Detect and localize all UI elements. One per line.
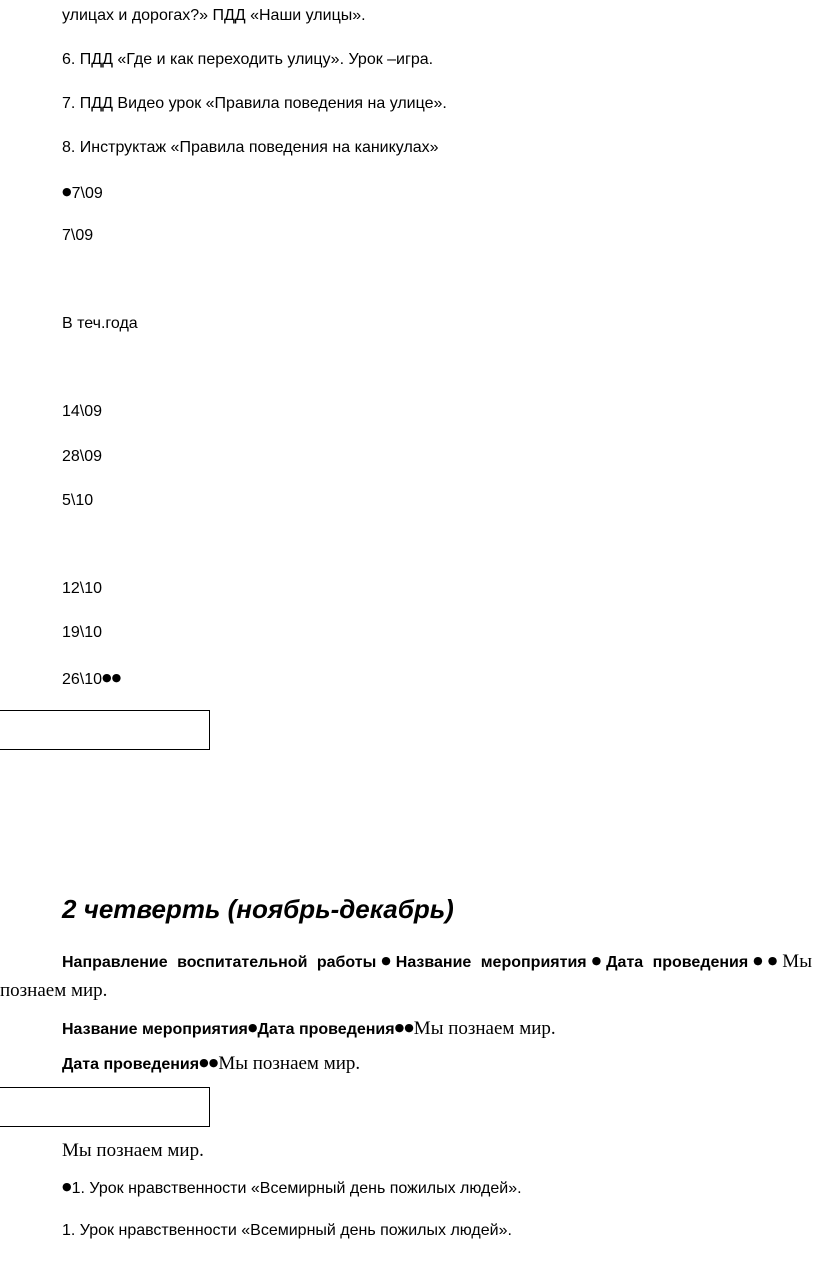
bullet-icon: ●● (199, 1056, 219, 1069)
text-line: познаем мир. (0, 980, 108, 1001)
date-line: 19\10 (62, 624, 103, 641)
header-word: Название мероприятия (62, 1021, 248, 1038)
header-word: Дата (606, 954, 644, 971)
section-text: Мы познаем мир. (218, 1053, 361, 1074)
header-word-with-bullet (317, 954, 472, 971)
bullet-icon: ● (247, 1021, 258, 1034)
header-word: мероприятия (480, 954, 587, 971)
text-line: 6. ПДД «Где и как переходить улицу». Урок –игра. (62, 51, 434, 68)
table-header-row (62, 1051, 360, 1077)
header-word: проведения (652, 954, 749, 971)
date-line (62, 182, 103, 204)
bullet-icon: ● (62, 185, 72, 198)
header-word-with-bullet (481, 954, 643, 971)
date-line: 12\10 (62, 580, 103, 597)
date-line: 5\10 (62, 492, 94, 509)
date-line: 7\09 (62, 227, 94, 244)
header-word: Дата проведения (62, 1056, 200, 1073)
empty-table-cell (0, 1087, 210, 1127)
bullet-icon: ● (586, 954, 607, 967)
date-line: 28\09 (62, 448, 103, 465)
date-line (62, 668, 121, 690)
section-text: Мы познаем мир. (413, 1018, 556, 1039)
bullet-icon: ● (376, 954, 396, 967)
bullet-icon: ●● (394, 1021, 414, 1034)
date-line: 14\09 (62, 403, 103, 420)
header-word: воспитательной (177, 954, 308, 971)
section-text: Мы познаем мир. (62, 1140, 204, 1161)
bullet-icon: ●● (102, 671, 122, 684)
header-word-with-bullet (652, 951, 812, 972)
empty-table-cell (0, 710, 210, 750)
section-word: Мы (782, 951, 812, 972)
list-item: 1. Урок нравственности «Всемирный день пожилых людей». (62, 1222, 512, 1239)
text-line: 7. ПДД Видео урок «Правила поведения на улице». (62, 95, 447, 112)
header-word: работы (316, 954, 377, 971)
text-line: 8. Инструктаж «Правила поведения на каникулах» (62, 139, 439, 156)
table-header-row (62, 1016, 556, 1042)
bullet-icon: ●● (748, 954, 783, 967)
list-item-text: 1. Урок нравственности «Всемирный день пожилых людей». (71, 1180, 522, 1197)
date-value: 26\10 (62, 671, 103, 688)
table-header-row (62, 951, 812, 973)
date-value: 7\09 (71, 185, 103, 202)
header-word: Дата проведения (257, 1021, 395, 1038)
header-word: Направление (62, 954, 168, 971)
date-line: В теч.года (62, 315, 138, 332)
bullet-icon: ● (62, 1180, 72, 1193)
list-item (62, 1177, 522, 1199)
text-line: улицах и дорогах?» ПДД «Наши улицы». (62, 7, 366, 24)
section-heading: 2 четверть (ноябрь-декабрь) (62, 894, 454, 924)
header-word: Название (395, 954, 472, 971)
